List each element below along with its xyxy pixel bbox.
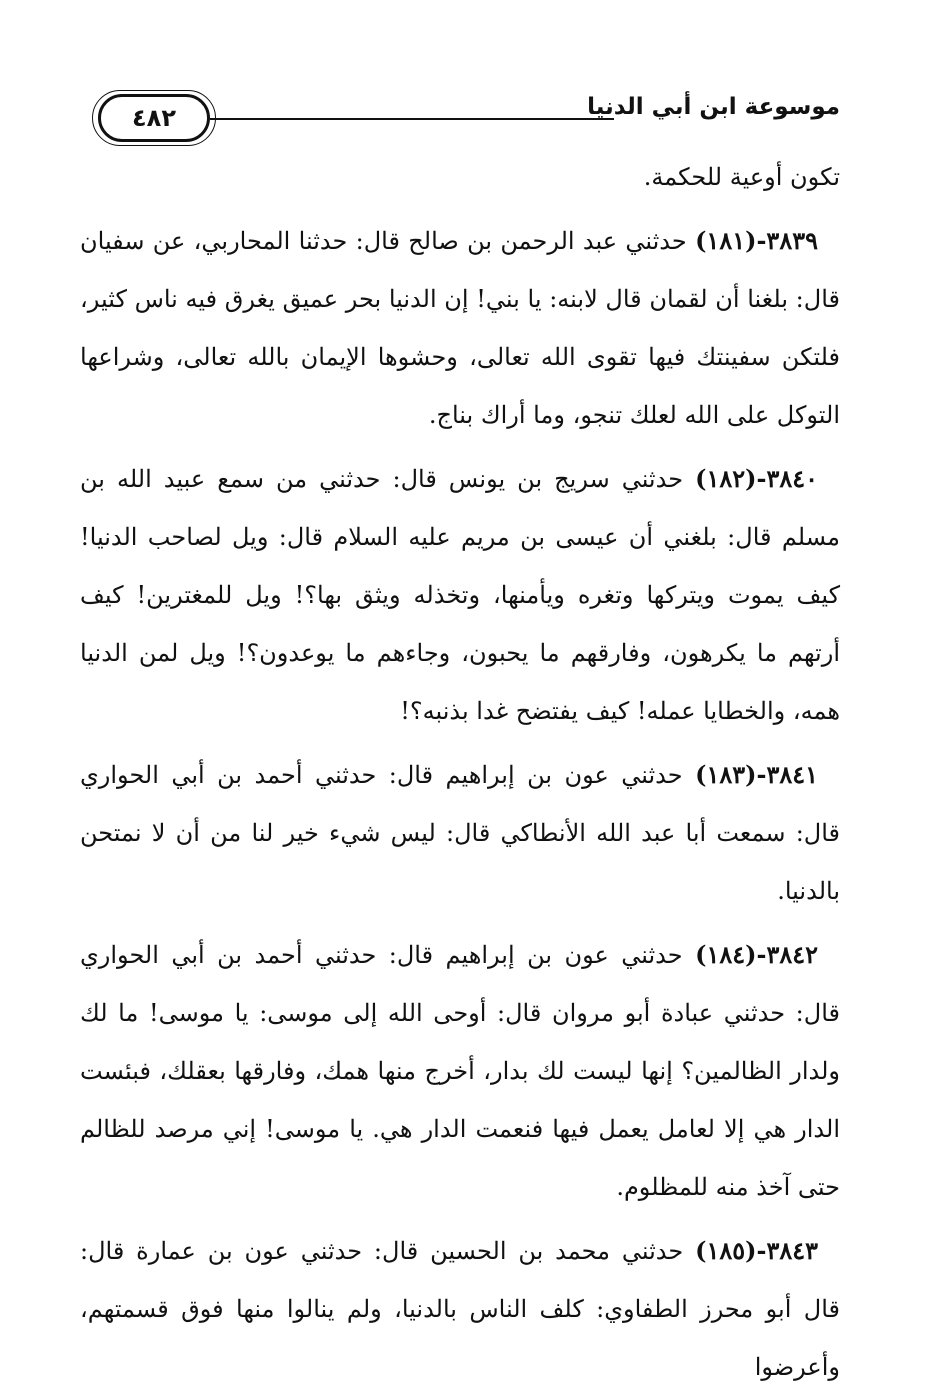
entry-text: حدثني سريج بن يونس قال: حدثني من سمع عبيد الله بن مسلم قال: بلغني أن عيسى بن مريم عليه السلام قال: ويل لصاحب الدنيا! كيف يموت ويتركها وتغره ويأمنها، وتخذله ويثق بها؟! ويل للمغترين! كيف أرتهم ما يكرهون، وفارقهم ما يحبون، وجاءهم ما يوعدون؟! ويل لمن الدنيا همه، والخطايا عمله! كيف يفتضح غدا بذنبه؟!: [80, 465, 840, 725]
entry-text: حدثني عون بن إبراهيم قال: حدثني أحمد بن أبي الحواري قال: سمعت أبا عبد الله الأنطاكي قال: ليس شيء خير لنا من أن لا نمتحن بالدنيا.: [80, 761, 840, 905]
hadith-entry-3839: [80, 212, 840, 444]
page-number: ٤٨٢: [98, 94, 210, 142]
entry-text: حدثني عون بن إبراهيم قال: حدثني أحمد بن أبي الحواري قال: حدثني عبادة أبو مروان قال: أوحى الله إلى موسى: يا موسى! ما لك ولدار الظالمين؟ إنها ليست لك بدار، أخرج منها همك، وفارقها بعقلك، فبئست الدار هي إلا لعامل يعمل فيها فنعمت الدار هي. يا موسى! إني مرصد للظالم حتى آخذ منه للمظلوم.: [80, 941, 840, 1201]
hadith-entry-3841: [80, 746, 840, 920]
book-title: موسوعة ابن أبي الدنيا: [587, 94, 840, 120]
page-body: [80, 148, 840, 1396]
entry-number: ٣٨٣٩-(١٨١): [695, 226, 818, 255]
paragraph-text: تكون أوعية للحكمة.: [643, 163, 840, 191]
entry-number: ٣٨٤٣-(١٨٥): [695, 1236, 819, 1265]
hadith-entry-3840: [80, 450, 840, 740]
entry-number: ٣٨٤٢-(١٨٤): [695, 940, 818, 969]
paragraph-continuation: [80, 148, 840, 206]
hadith-entry-3842: [80, 926, 840, 1216]
entry-number: ٣٨٤٠-(١٨٢): [695, 464, 819, 493]
entry-text: حدثني محمد بن الحسين قال: حدثني عون بن عمارة قال: قال أبو محرز الطفاوي: كلف الناس بالدنيا، ولم ينالوا منها فوق قسمتهم، وأعرضوا: [80, 1237, 841, 1381]
hadith-entry-3843: [80, 1222, 840, 1396]
entry-text: حدثني عبد الرحمن بن صالح قال: حدثنا المحاربي، عن سفيان قال: بلغنا أن لقمان قال لابنه: يا بني! إن الدنيا بحر عميق يغرق فيه ناس كثير، فلتكن سفينتك فيها تقوى الله تعالى، وحشوها الإيمان بالله تعالى، وشراعها التوكل على الله لعلك تنجو، وما أراك بناج.: [80, 227, 840, 429]
entry-number: ٣٨٤١-(١٨٣): [695, 760, 818, 789]
header-rule: [210, 118, 614, 120]
book-page: [80, 82, 841, 1381]
page-header: [80, 82, 840, 148]
